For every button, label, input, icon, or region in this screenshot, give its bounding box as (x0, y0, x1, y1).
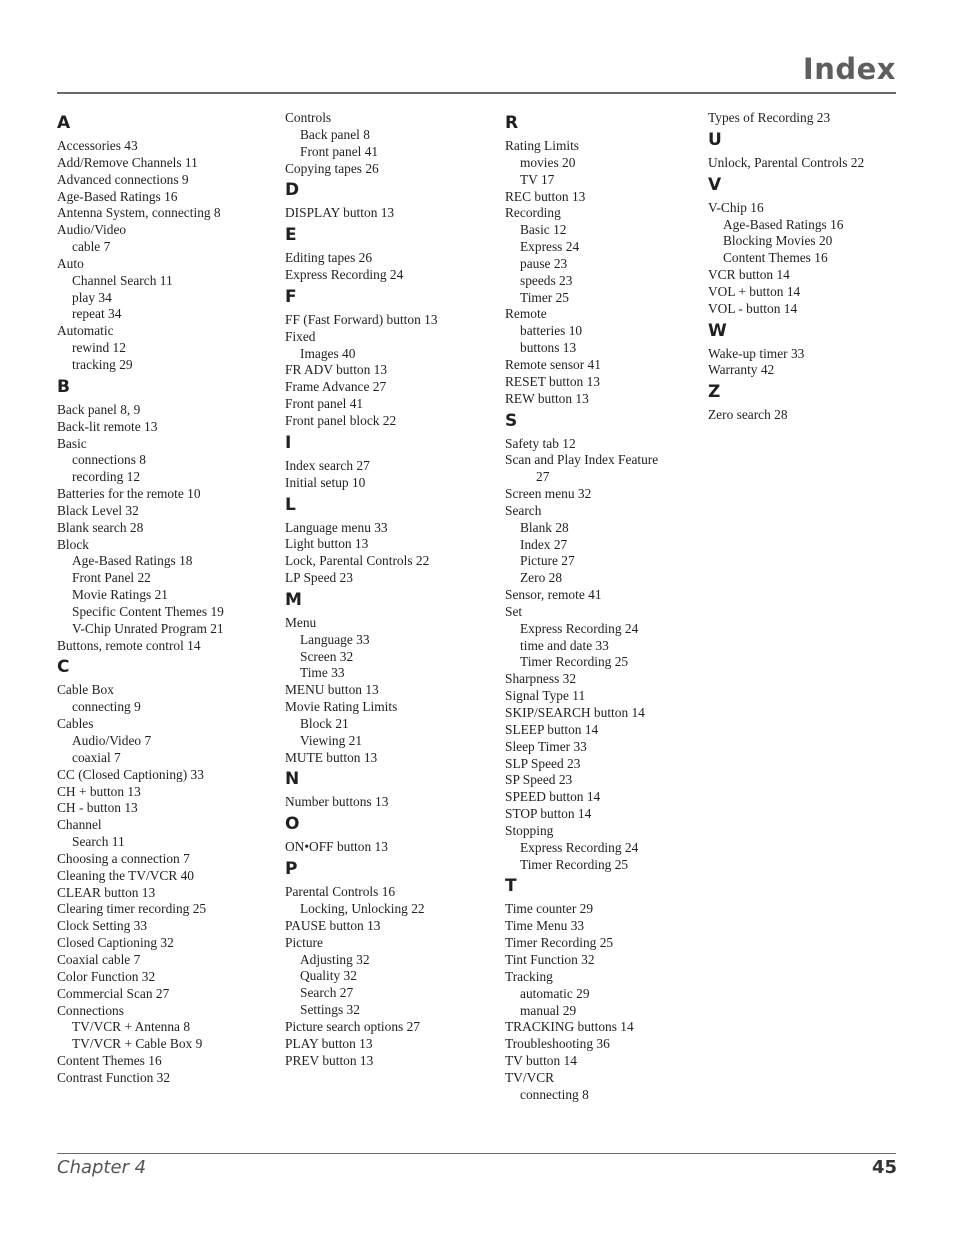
index-entry: Blank search 28 (57, 519, 144, 535)
index-letter-heading: W (708, 320, 727, 341)
index-entry: Commercial Scan 27 (57, 985, 170, 1001)
index-letter-heading: L (285, 494, 296, 515)
index-subentry: Time 33 (300, 665, 345, 681)
index-subentry: cable 7 (72, 239, 111, 255)
index-entry: Safety tab 12 (505, 435, 576, 451)
index-entry: TV/VCR (505, 1069, 555, 1085)
index-subentry: tracking 29 (72, 356, 133, 372)
index-entry: Buttons, remote control 14 (57, 637, 201, 653)
index-entry: CH + button 13 (57, 783, 141, 799)
index-subentry: rewind 12 (72, 340, 126, 356)
index-subentry: Front panel 41 (300, 143, 379, 159)
index-subentry: TV/VCR + Cable Box 9 (72, 1036, 203, 1052)
index-entry: Sensor, remote 41 (505, 587, 602, 603)
index-subentry: repeat 34 (72, 306, 122, 322)
index-entry: Frame Advance 27 (285, 379, 387, 395)
index-entry: Signal Type 11 (505, 688, 586, 704)
index-subentry: Age-Based Ratings 18 (72, 553, 193, 569)
index-subentry: Express Recording 24 (520, 620, 639, 636)
index-entry: Screen menu 32 (505, 486, 592, 502)
index-entry: SLP Speed 23 (505, 755, 581, 771)
index-subentry: Movie Ratings 21 (72, 587, 168, 603)
index-entry: Editing tapes 26 (285, 250, 373, 266)
index-subentry: TV/VCR + Antenna 8 (72, 1019, 191, 1035)
index-entry: Accessories 43 (57, 138, 138, 153)
index-entry: Cleaning the TV/VCR 40 (57, 867, 194, 883)
index-entry: Front panel block 22 (285, 412, 397, 428)
index-letter-heading: F (285, 286, 297, 307)
index-entry: Black Level 32 (57, 502, 139, 518)
index-subentry: time and date 33 (520, 637, 609, 653)
index-subentry: movies 20 (520, 154, 576, 170)
index-subentry: Settings 32 (300, 1002, 360, 1018)
index-subentry: Content Themes 16 (723, 250, 828, 266)
index-entry: MUTE button 13 (285, 749, 378, 765)
index-subentry: Search 27 (300, 985, 354, 1001)
index-subentry: Search 11 (72, 834, 125, 850)
index-entry: Number buttons 13 (285, 794, 389, 810)
index-subentry: Index 27 (520, 536, 568, 552)
index-entry: Menu (285, 614, 317, 630)
index-entry: Copying tapes 26 (285, 160, 379, 176)
page-number: 45 (871, 1157, 897, 1178)
index-entry: PAUSE button 13 (285, 917, 381, 933)
index-letter-heading: A (57, 113, 71, 133)
index-entry: Channel (57, 817, 102, 833)
index-entry: Contrast Function 32 (57, 1069, 171, 1085)
index-entry: Coaxial cable 7 (57, 951, 141, 967)
index-entry: PLAY button 13 (285, 1035, 373, 1051)
index-entry: TRACKING buttons 14 (505, 1019, 634, 1035)
index-subentry: Picture 27 (520, 553, 575, 569)
index-entry: FF (Fast Forward) button 13 (285, 311, 438, 327)
index-letter-heading: M (285, 589, 302, 610)
index-subentry: Timer Recording 25 (520, 654, 629, 670)
index-subentry: Audio/Video 7 (72, 733, 152, 748)
index-letter-heading: U (708, 129, 722, 150)
index-subentry: Viewing 21 (300, 732, 363, 748)
index-subentry: connecting 9 (72, 699, 141, 715)
index-entry: Search (505, 502, 542, 518)
index-letter-heading: P (285, 859, 298, 880)
footer-rule (57, 1153, 896, 1154)
index-entry: Light button 13 (285, 536, 369, 552)
index-entry: SKIP/SEARCH button 14 (505, 705, 645, 720)
index-subentry: V-Chip Unrated Program 21 (72, 620, 224, 636)
index-entry: Fixed (285, 328, 316, 344)
index-entry: Basic (57, 435, 87, 451)
index-subentry: buttons 13 (520, 340, 577, 356)
index-subentry: Timer Recording 25 (520, 856, 629, 872)
index-entry: Back panel 8, 9 (57, 401, 141, 417)
index-entry: FR ADV button 13 (285, 362, 388, 378)
index-subentry: Adjusting 32 (300, 951, 370, 967)
index-entry: Batteries for the remote 10 (57, 486, 201, 502)
index-letter-heading: I (285, 432, 292, 453)
index-letter-heading: C (57, 657, 70, 678)
index-entry: VCR button 14 (708, 267, 790, 283)
index-entry: SLEEP button 14 (505, 721, 599, 737)
index-entry: Clock Setting 33 (57, 918, 148, 934)
index-entry: Stopping (505, 822, 554, 838)
index-entry: STOP button 14 (505, 806, 592, 822)
index-entry: Scan and Play Index Feature (505, 452, 659, 468)
index-entry: Language menu 33 (285, 519, 388, 535)
index-column-3 (505, 110, 658, 1104)
index-letter-heading: R (505, 113, 519, 133)
index-entry: Back-lit remote 13 (57, 418, 158, 434)
index-subentry: Images 40 (300, 345, 356, 361)
index-entry: Color Function 32 (57, 968, 156, 984)
index-subentry: speeds 23 (520, 272, 573, 288)
index-column-4 (708, 110, 864, 424)
index-entry: Time Menu 33 (505, 918, 585, 934)
index-entry: Sleep Timer 33 (505, 738, 587, 754)
index-letter-heading: T (505, 876, 517, 897)
index-letter-heading: E (285, 225, 297, 246)
header-rule (57, 92, 896, 94)
index-entry: Movie Rating Limits (285, 699, 398, 715)
index-subentry: batteries 10 (520, 323, 583, 339)
index-subentry: Block 21 (300, 715, 349, 731)
index-entry: Audio/Video (57, 222, 127, 238)
index-column-1 (57, 110, 224, 1087)
index-subentry: coaxial 7 (72, 749, 121, 765)
index-subentry: pause 23 (520, 255, 568, 271)
index-subentry: Screen 32 (300, 648, 354, 664)
index-letter-heading: S (505, 410, 518, 431)
index-subentry: 27 (536, 469, 550, 485)
index-entry: Zero search 28 (708, 407, 788, 423)
index-subentry: Front Panel 22 (72, 570, 151, 586)
index-entry: VOL + button 14 (708, 283, 801, 299)
index-subentry: Express 24 (520, 239, 580, 255)
index-entry: V-Chip 16 (708, 199, 764, 215)
index-entry: Block (57, 536, 89, 552)
index-entry: RESET button 13 (505, 373, 600, 389)
index-entry: CC (Closed Captioning) 33 (57, 766, 204, 782)
index-entry: Set (505, 603, 523, 619)
index-subentry: TV 17 (520, 171, 555, 187)
index-subentry: Back panel 8 (300, 126, 370, 142)
index-entry: Antenna System, connecting 8 (57, 205, 221, 221)
index-entry: Timer Recording 25 (505, 935, 614, 951)
index-entry: SP Speed 23 (505, 772, 573, 788)
index-entry: Tracking (505, 968, 553, 984)
index-entry: Types of Recording 23 (708, 110, 831, 125)
index-entry: Warranty 42 (708, 362, 775, 378)
index-letter-heading: B (57, 376, 70, 397)
index-entry: Wake-up timer 33 (708, 345, 805, 361)
index-entry: Time counter 29 (505, 901, 594, 917)
index-entry: Express Recording 24 (285, 267, 404, 283)
index-entry: TV button 14 (505, 1053, 577, 1069)
index-entry: Index search 27 (285, 457, 370, 473)
index-entry: Unlock, Parental Controls 22 (708, 154, 865, 170)
index-entry: Age-Based Ratings 16 (57, 188, 178, 204)
index-entry: Cable Box (57, 682, 114, 698)
index-subentry: Zero 28 (520, 570, 563, 586)
index-entry: Picture search options 27 (285, 1018, 420, 1034)
index-entry: Remote (505, 306, 547, 322)
index-entry: VOL - button 14 (708, 300, 798, 316)
index-entry: Cables (57, 716, 94, 732)
index-entry: Lock, Parental Controls 22 (285, 553, 430, 569)
index-entry: REC button 13 (505, 188, 586, 204)
index-entry: CH - button 13 (57, 800, 138, 816)
index-subentry: connections 8 (72, 452, 147, 468)
index-subentry: Basic 12 (520, 222, 567, 238)
index-entry: PREV button 13 (285, 1052, 374, 1068)
index-entry: Front panel 41 (285, 396, 364, 412)
index-letter-heading: D (285, 180, 300, 201)
index-subentry: Blank 28 (520, 519, 569, 535)
index-entry: Auto (57, 255, 84, 271)
index-subentry: Channel Search 11 (72, 272, 173, 288)
index-subentry: Specific Content Themes 19 (72, 603, 224, 619)
index-entry: Closed Captioning 32 (57, 935, 174, 951)
index-entry: LP Speed 23 (285, 570, 353, 586)
index-letter-heading: V (708, 174, 722, 195)
index-entry: Clearing timer recording 25 (57, 901, 207, 917)
index-entry: Troubleshooting 36 (505, 1036, 610, 1052)
index-subentry: Age-Based Ratings 16 (723, 216, 844, 232)
index-entry: Picture (285, 934, 323, 950)
index-letter-heading: Z (708, 382, 721, 403)
index-entry: Choosing a connection 7 (57, 850, 190, 866)
index-entry: SPEED button 14 (505, 789, 601, 805)
index-entry: Content Themes 16 (57, 1053, 162, 1069)
index-entry: Controls (285, 110, 332, 125)
index-subentry: Timer 25 (520, 289, 569, 305)
index-entry: REW button 13 (505, 390, 589, 406)
index-subentry: Express Recording 24 (520, 839, 639, 855)
index-subentry: play 34 (72, 289, 112, 305)
page-title: Index (802, 52, 896, 86)
index-subentry: connecting 8 (520, 1086, 589, 1102)
index-subentry: Language 33 (300, 631, 370, 647)
index-entry: Recording (505, 205, 561, 221)
index-entry: Rating Limits (505, 138, 580, 153)
index-subentry: Blocking Movies 20 (723, 233, 833, 249)
chapter-label: Chapter 4 (57, 1157, 147, 1178)
index-entry: Add/Remove Channels 11 (57, 154, 198, 170)
index-subentry: Quality 32 (300, 968, 357, 984)
index-entry: ON•OFF button 13 (285, 839, 388, 855)
index-entry: Connections (57, 1002, 124, 1018)
index-entry: CLEAR button 13 (57, 884, 156, 900)
index-entry: Tint Function 32 (505, 951, 595, 967)
index-entry: Advanced connections 9 (57, 171, 189, 187)
index-subentry: manual 29 (520, 1002, 577, 1018)
index-letter-heading: O (285, 814, 300, 835)
index-subentry: Locking, Unlocking 22 (300, 901, 425, 916)
index-column-2 (285, 110, 438, 1069)
index-entry: Initial setup 10 (285, 474, 366, 490)
index-entry: Sharpness 32 (505, 671, 577, 687)
index-entry: Parental Controls 16 (285, 884, 396, 900)
index-subentry: recording 12 (72, 469, 141, 485)
index-entry: Remote sensor 41 (505, 356, 601, 372)
index-entry: MENU button 13 (285, 682, 379, 698)
index-letter-heading: N (285, 769, 300, 790)
index-entry: DISPLAY button 13 (285, 205, 395, 221)
index-subentry: automatic 29 (520, 985, 590, 1001)
index-entry: Automatic (57, 323, 114, 339)
